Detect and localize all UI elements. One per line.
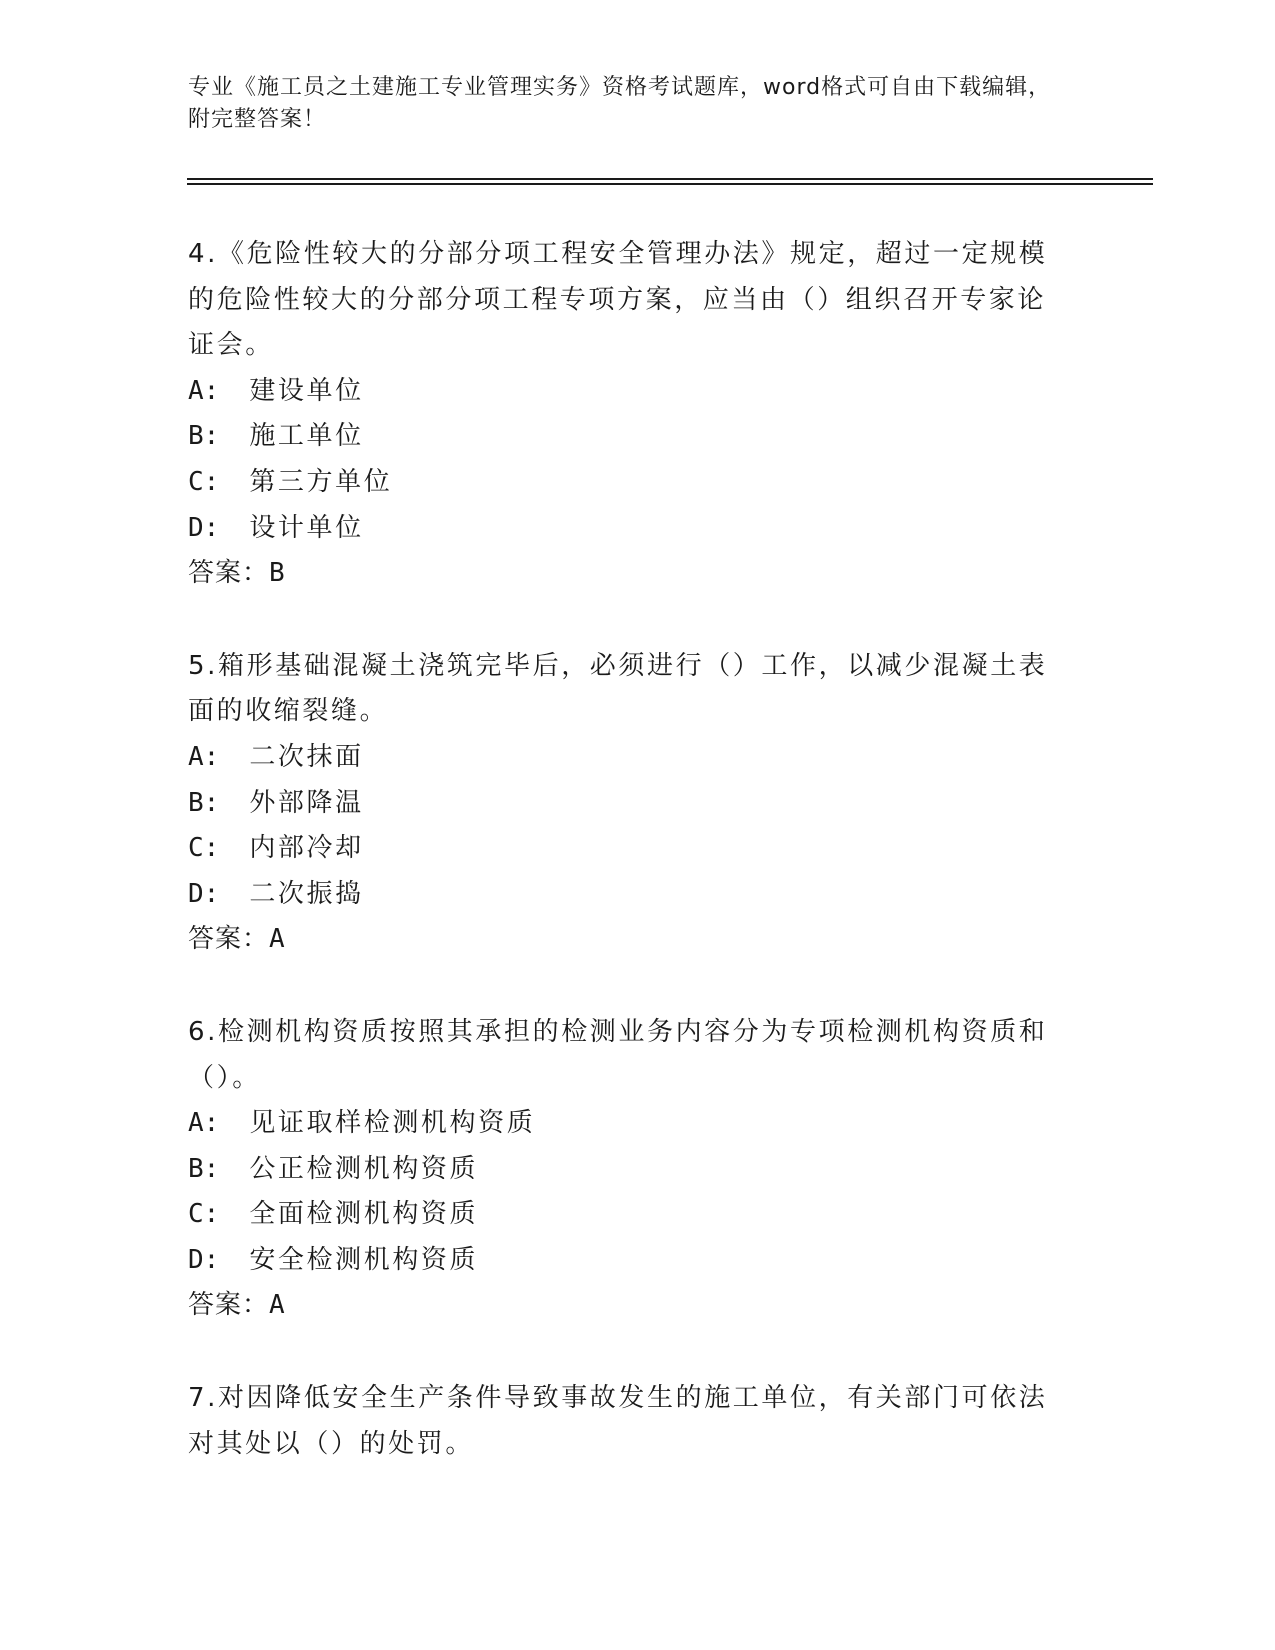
option-text: 全面检测机构资质 — [249, 1199, 479, 1230]
answer-line — [188, 917, 1068, 963]
answer-value: A — [269, 924, 286, 955]
question-list — [188, 232, 1068, 1514]
answer-label: 答案： — [188, 924, 270, 955]
option-text: 第三方单位 — [249, 466, 393, 497]
option-text: 二次振捣 — [249, 878, 364, 909]
answer-label: 答案： — [188, 558, 270, 589]
option-key: D: — [188, 1244, 220, 1275]
option-d — [188, 506, 1068, 552]
answer-value: A — [269, 1290, 286, 1321]
header-divider-bottom — [187, 183, 1153, 185]
option-a — [188, 369, 1068, 415]
option-b — [188, 781, 1068, 827]
question-7 — [188, 1376, 1068, 1467]
option-c — [188, 826, 1068, 872]
option-text: 安全检测机构资质 — [249, 1244, 479, 1275]
option-key: C: — [188, 1199, 220, 1230]
option-key: A: — [188, 741, 220, 772]
option-text: 二次抹面 — [249, 741, 364, 772]
option-a — [188, 1101, 1068, 1147]
answer-label: 答案： — [188, 1290, 270, 1321]
option-key: A: — [188, 375, 220, 406]
option-text: 外部降温 — [249, 787, 364, 818]
option-text: 建设单位 — [249, 375, 364, 406]
option-b — [188, 414, 1068, 460]
option-key: D: — [188, 878, 220, 909]
header-note: 专业《施工员之土建施工专业管理实务》资格考试题库，word格式可自由下载编辑，附完整答案！ — [188, 75, 1052, 132]
question-text: 4.《危险性较大的分部分项工程安全管理办法》规定，超过一定规模的危险性较大的分部分项工程专项方案，应当由（）组织召开专家论证会。 — [188, 239, 1048, 361]
option-key: C: — [188, 466, 220, 497]
option-b — [188, 1147, 1068, 1193]
option-text: 施工单位 — [249, 421, 364, 452]
answer-value: B — [269, 558, 286, 589]
option-d — [188, 1238, 1068, 1284]
option-text: 公正检测机构资质 — [249, 1153, 479, 1184]
option-key: B: — [188, 421, 220, 452]
option-a — [188, 735, 1068, 781]
question-text: 7.对因降低安全生产条件导致事故发生的施工单位，有关部门可依法对其处以（）的处罚。 — [188, 1383, 1048, 1459]
option-d — [188, 872, 1068, 918]
answer-line — [188, 1283, 1068, 1329]
option-c — [188, 460, 1068, 506]
answer-line — [188, 551, 1068, 597]
option-key: C: — [188, 833, 220, 864]
option-text: 内部冷却 — [249, 833, 364, 864]
question-text: 5.箱形基础混凝土浇筑完毕后，必须进行（）工作，以减少混凝土表面的收缩裂缝。 — [188, 650, 1048, 727]
option-key: B: — [188, 1153, 220, 1184]
question-5 — [188, 644, 1068, 963]
option-key: B: — [188, 787, 220, 818]
question-4 — [188, 232, 1068, 597]
header-divider-top — [187, 178, 1153, 180]
option-text: 设计单位 — [249, 512, 364, 543]
option-key: A: — [188, 1108, 220, 1139]
option-c — [188, 1192, 1068, 1238]
question-text: 6.检测机构资质按照其承担的检测业务内容分为专项检测机构资质和（）。 — [188, 1016, 1048, 1093]
option-key: D: — [188, 512, 220, 543]
option-text: 见证取样检测机构资质 — [249, 1108, 536, 1139]
question-6 — [188, 1010, 1068, 1329]
